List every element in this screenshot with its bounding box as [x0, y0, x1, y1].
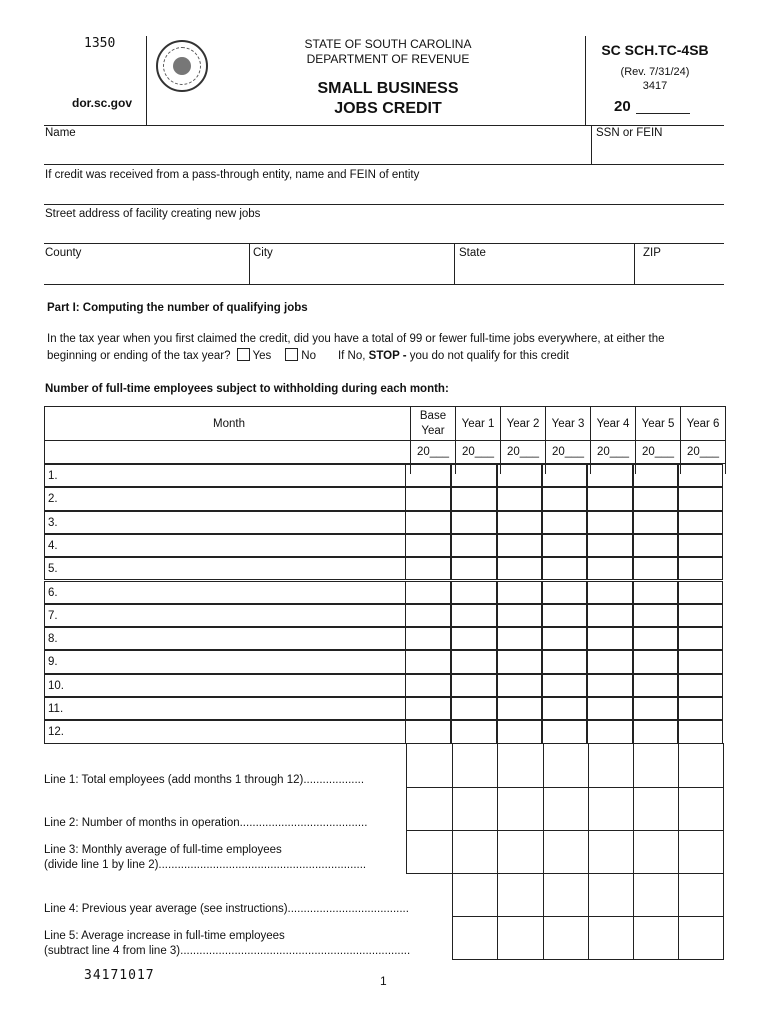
month-value-cell[interactable] — [633, 697, 678, 720]
month-label: 8. — [44, 627, 406, 650]
month-label: 5. — [44, 557, 406, 580]
month-value-cell[interactable] — [542, 534, 587, 557]
month-value-cell[interactable] — [497, 627, 542, 650]
line-value-cell[interactable] — [497, 916, 544, 960]
year3-field[interactable]: 20___ — [546, 441, 591, 464]
line-value-cell[interactable] — [633, 916, 679, 960]
month-value-cell[interactable] — [633, 487, 678, 510]
yes-checkbox[interactable] — [237, 348, 250, 361]
month-value-cell[interactable] — [678, 581, 723, 604]
year4-field[interactable]: 20___ — [591, 441, 636, 464]
revision-date: (Rev. 7/31/24) — [620, 66, 690, 78]
month-value-cell[interactable] — [587, 557, 633, 580]
month-value-cell[interactable] — [587, 581, 633, 604]
line4-year1-field[interactable] — [452, 873, 498, 917]
line4-label: Line 4: Previous year average (see instructions)...................................... — [44, 903, 409, 915]
line2-base-year-field[interactable] — [406, 787, 453, 831]
year6-header: Year 6 — [681, 407, 726, 441]
month-value-cell[interactable] — [405, 627, 451, 650]
month-value-cell[interactable] — [542, 650, 587, 673]
state-field[interactable]: State — [459, 247, 486, 259]
month-value-cell[interactable] — [497, 604, 542, 627]
form-number: 3417 — [642, 80, 668, 92]
line-value-cell[interactable] — [678, 830, 724, 874]
month-value-cell[interactable] — [542, 604, 587, 627]
month-value-cell[interactable] — [405, 604, 451, 627]
month-value-cell[interactable] — [542, 674, 587, 697]
month-value-cell[interactable] — [451, 487, 497, 510]
month-value-cell[interactable] — [497, 557, 542, 580]
month-value-cell[interactable] — [405, 487, 451, 510]
month-value-cell[interactable] — [678, 627, 723, 650]
form-title-line2: JOBS CREDIT — [334, 100, 442, 117]
pass-through-entity-field[interactable]: If credit was received from a pass-through entity, name and FEIN of entity — [45, 169, 420, 181]
line-value-cell[interactable] — [633, 787, 679, 831]
qualification-question-line2: beginning or ending of the tax year? — [47, 350, 231, 362]
month-value-cell[interactable] — [587, 534, 633, 557]
line-value-cell[interactable] — [588, 873, 634, 917]
month-value-cell[interactable] — [542, 720, 587, 743]
table-heading: Number of full-time employees subject to withholding during each month: — [45, 383, 449, 395]
tax-year-prefix: 20 — [614, 98, 631, 115]
line-value-cell[interactable] — [543, 873, 589, 917]
month-value-cell[interactable] — [497, 464, 542, 487]
line-value-cell[interactable] — [543, 830, 589, 874]
month-value-cell[interactable] — [633, 557, 678, 580]
no-checkbox[interactable] — [285, 348, 298, 361]
month-value-cell[interactable] — [587, 464, 633, 487]
line-value-cell[interactable] — [452, 830, 498, 874]
month-value-cell[interactable] — [497, 650, 542, 673]
month-value-cell[interactable] — [405, 697, 451, 720]
month-value-cell[interactable] — [587, 627, 633, 650]
line-value-cell[interactable] — [588, 787, 634, 831]
year3-header: Year 3 — [546, 407, 591, 441]
line-value-cell[interactable] — [588, 916, 634, 960]
year2-header: Year 2 — [501, 407, 546, 441]
line5-year1-field[interactable] — [452, 916, 498, 960]
part1-heading: Part I: Computing the number of qualifying jobs — [47, 302, 308, 314]
month-value-cell[interactable] — [451, 604, 497, 627]
month-value-cell[interactable] — [405, 674, 451, 697]
tax-year-field[interactable] — [636, 113, 690, 114]
month-label: 7. — [44, 604, 406, 627]
month-value-cell[interactable] — [587, 697, 633, 720]
month-label: 4. — [44, 534, 406, 557]
line-value-cell[interactable] — [497, 830, 544, 874]
month-value-cell[interactable] — [405, 557, 451, 580]
month-value-cell[interactable] — [542, 511, 587, 534]
year5-header: Year 5 — [636, 407, 681, 441]
line-value-cell[interactable] — [497, 787, 544, 831]
month-value-cell[interactable] — [678, 604, 723, 627]
page-number: 1 — [380, 974, 387, 988]
line-value-cell[interactable] — [543, 743, 589, 788]
month-value-cell[interactable] — [678, 511, 723, 534]
line-value-cell[interactable] — [497, 873, 544, 917]
month-value-cell[interactable] — [451, 534, 497, 557]
month-value-cell[interactable] — [633, 650, 678, 673]
month-label: 11. — [44, 697, 406, 720]
stop-message: you do not qualify for this credit — [406, 350, 569, 362]
line3-label-2: (divide line 1 by line 2)................................................................. — [44, 859, 367, 871]
month-label: 12. — [44, 720, 406, 743]
month-value-cell[interactable] — [633, 627, 678, 650]
month-value-cell[interactable] — [542, 464, 587, 487]
if-no-label: If No, — [337, 350, 366, 362]
line-value-cell[interactable] — [588, 830, 634, 874]
line1-label: Line 1: Total employees (add months 1 through 12)................... — [44, 774, 365, 786]
line-value-cell[interactable] — [543, 787, 589, 831]
ssn-fein-field[interactable]: SSN or FEIN — [596, 127, 663, 139]
city-field[interactable]: City — [253, 247, 273, 259]
month-value-cell[interactable] — [587, 720, 633, 743]
month-value-cell[interactable] — [678, 464, 723, 487]
month-value-cell[interactable] — [678, 557, 723, 580]
year1-field[interactable]: 20___ — [456, 441, 501, 464]
month-value-cell[interactable] — [633, 720, 678, 743]
form-code: 1350 — [84, 36, 116, 51]
month-value-cell[interactable] — [497, 581, 542, 604]
month-label: 9. — [44, 650, 406, 673]
month-value-cell[interactable] — [678, 720, 723, 743]
month-value-cell[interactable] — [542, 697, 587, 720]
month-value-cell[interactable] — [451, 511, 497, 534]
month-value-cell[interactable] — [587, 674, 633, 697]
month-value-cell[interactable] — [633, 581, 678, 604]
month-value-cell[interactable] — [451, 674, 497, 697]
month-value-cell[interactable] — [542, 581, 587, 604]
month-value-cell[interactable] — [542, 487, 587, 510]
month-value-cell[interactable] — [587, 604, 633, 627]
month-value-cell[interactable] — [451, 464, 497, 487]
line3-base-year-field[interactable] — [406, 830, 453, 874]
month-value-cell[interactable] — [405, 534, 451, 557]
line-value-cell[interactable] — [633, 743, 679, 788]
month-value-cell[interactable] — [587, 487, 633, 510]
month-value-cell[interactable] — [405, 650, 451, 673]
month-label: 1. — [44, 464, 406, 487]
month-value-cell[interactable] — [451, 650, 497, 673]
line5-label-2: (subtract line 4 from line 3)........................................................................ — [44, 945, 411, 957]
month-label: 2. — [44, 487, 406, 510]
month-value-cell[interactable] — [451, 697, 497, 720]
street-address-field[interactable]: Street address of facility creating new jobs — [45, 208, 261, 220]
zip-field[interactable]: ZIP — [643, 247, 661, 259]
line-value-cell[interactable] — [678, 916, 724, 960]
stop-label: STOP - — [368, 350, 407, 362]
month-value-cell[interactable] — [451, 557, 497, 580]
base-year-field[interactable]: 20___ — [411, 441, 456, 464]
line3-label-1: Line 3: Monthly average of full-time employees — [44, 844, 282, 856]
line-value-cell[interactable] — [678, 743, 724, 788]
line1-base-year-field[interactable] — [406, 743, 453, 788]
state-name: STATE OF SOUTH CAROLINA — [304, 37, 472, 51]
month-value-cell[interactable] — [633, 674, 678, 697]
no-label: No — [301, 350, 316, 362]
line-value-cell[interactable] — [452, 787, 498, 831]
year4-header: Year 4 — [591, 407, 636, 441]
month-value-cell[interactable] — [678, 534, 723, 557]
month-value-cell[interactable] — [497, 697, 542, 720]
month-value-cell[interactable] — [451, 720, 497, 743]
month-value-cell[interactable] — [587, 650, 633, 673]
line-value-cell[interactable] — [633, 873, 679, 917]
month-value-cell[interactable] — [678, 487, 723, 510]
month-value-cell[interactable] — [633, 464, 678, 487]
month-value-cell[interactable] — [678, 674, 723, 697]
department-name: DEPARTMENT OF REVENUE — [306, 52, 470, 66]
month-value-cell[interactable] — [405, 511, 451, 534]
line-value-cell[interactable] — [678, 787, 724, 831]
county-field[interactable]: County — [45, 247, 82, 259]
form-id: SC SCH.TC-4SB — [601, 42, 709, 58]
form-title-line1: SMALL BUSINESS — [317, 80, 459, 97]
name-field[interactable]: Name — [45, 127, 76, 139]
month-value-cell[interactable] — [497, 674, 542, 697]
month-header: Month — [45, 407, 411, 441]
line5-label-1: Line 5: Average increase in full-time employees — [44, 930, 285, 942]
month-value-cell[interactable] — [633, 534, 678, 557]
barcode-number: 34171017 — [84, 968, 155, 983]
base-year-header: Base Year — [411, 407, 456, 441]
line-value-cell[interactable] — [497, 743, 544, 788]
month-label: 10. — [44, 674, 406, 697]
month-value-cell[interactable] — [587, 511, 633, 534]
month-value-cell[interactable] — [497, 511, 542, 534]
line-value-cell[interactable] — [633, 830, 679, 874]
state-seal-icon — [156, 40, 208, 92]
month-value-cell[interactable] — [497, 534, 542, 557]
month-value-cell[interactable] — [678, 650, 723, 673]
month-value-cell[interactable] — [678, 697, 723, 720]
line-value-cell[interactable] — [588, 743, 634, 788]
month-label: 3. — [44, 511, 406, 534]
month-label: 6. — [44, 581, 406, 604]
year6-field[interactable]: 20___ — [681, 441, 726, 464]
year1-header: Year 1 — [456, 407, 501, 441]
line-value-cell[interactable] — [678, 873, 724, 917]
month-value-cell[interactable] — [542, 627, 587, 650]
month-value-cell[interactable] — [497, 487, 542, 510]
yes-label: Yes — [252, 350, 272, 362]
month-value-cell[interactable] — [633, 511, 678, 534]
website: dor.sc.gov — [72, 96, 133, 110]
month-value-cell[interactable] — [405, 581, 451, 604]
month-value-cell[interactable] — [497, 720, 542, 743]
year2-field[interactable]: 20___ — [501, 441, 546, 464]
year5-field[interactable]: 20___ — [636, 441, 681, 464]
line-value-cell[interactable] — [543, 916, 589, 960]
month-value-cell[interactable] — [405, 464, 451, 487]
month-value-cell[interactable] — [405, 720, 451, 743]
month-value-cell[interactable] — [633, 604, 678, 627]
qualification-question-line1: In the tax year when you first claimed the credit, did you have a total of 99 or fewer full-time jobs everywhere, at either the — [47, 333, 665, 345]
line2-label: Line 2: Number of months in operation........................................ — [44, 817, 368, 829]
month-value-cell[interactable] — [542, 557, 587, 580]
qualification-question — [47, 348, 569, 362]
month-value-cell[interactable] — [451, 581, 497, 604]
line-value-cell[interactable] — [452, 743, 498, 788]
month-value-cell[interactable] — [451, 627, 497, 650]
